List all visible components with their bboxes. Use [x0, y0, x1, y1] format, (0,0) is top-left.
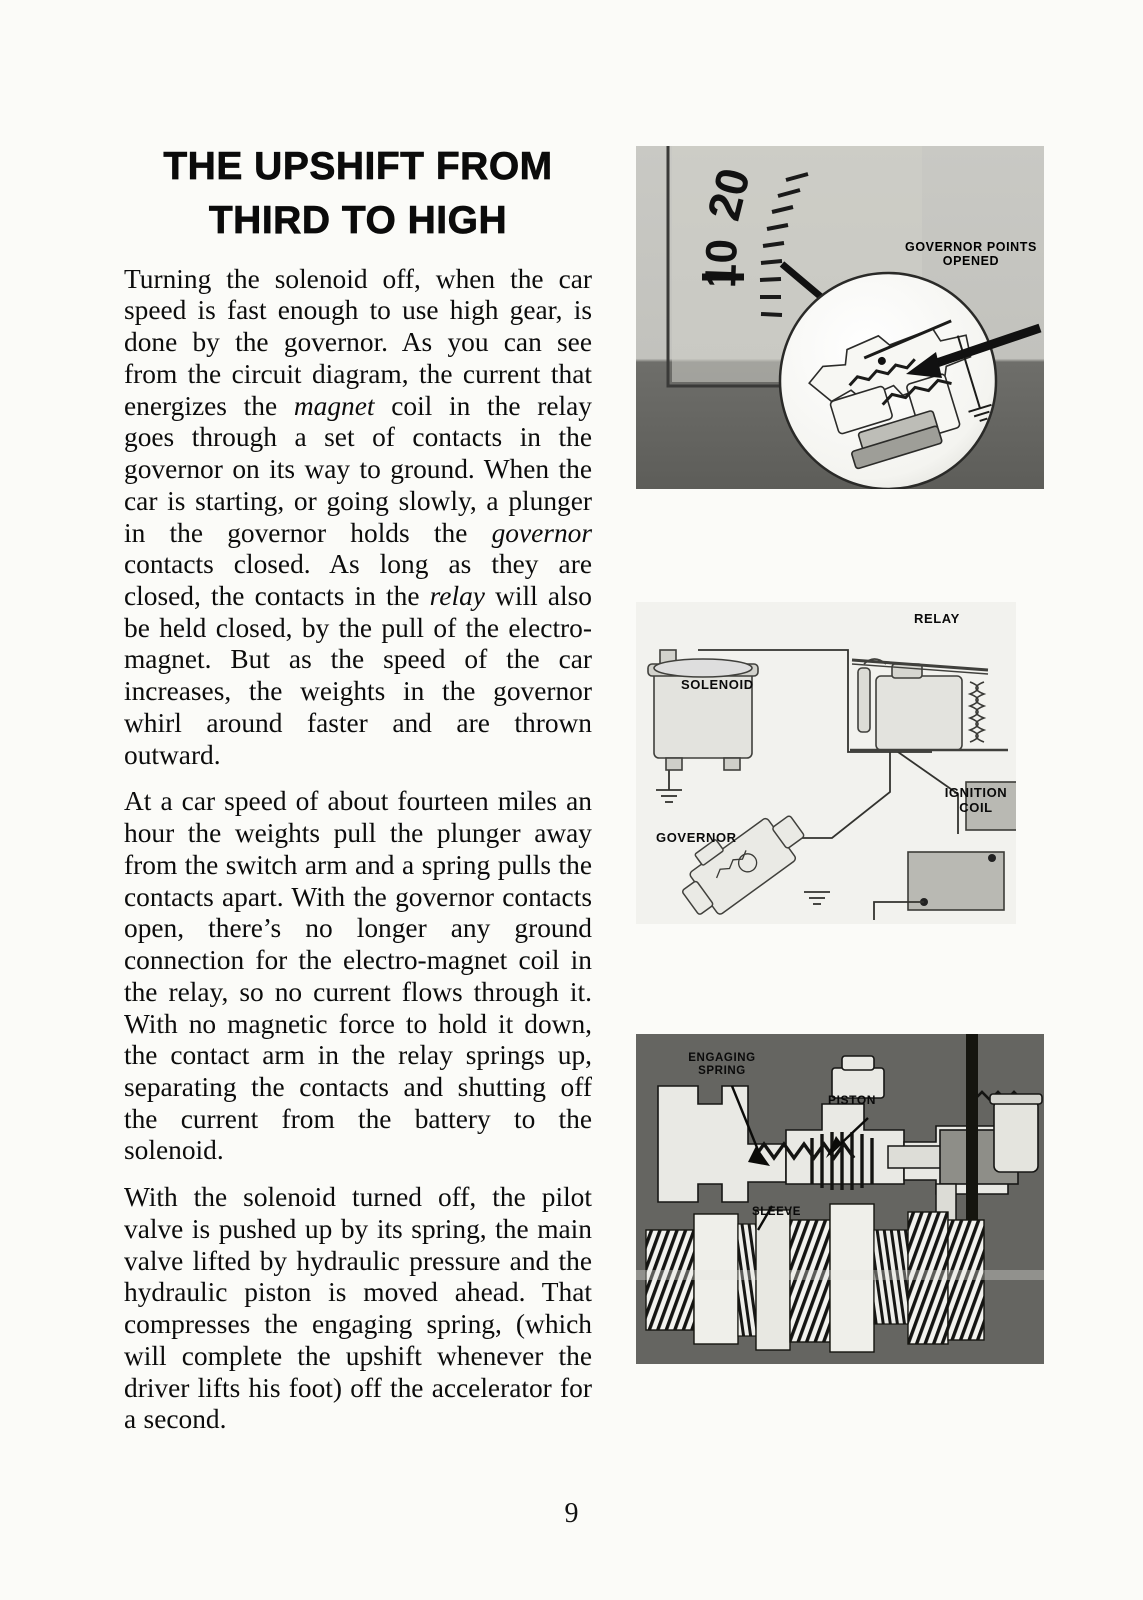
article-text-column: [124, 140, 592, 1436]
body-paragraph: Turning the solenoid off, when the car speed is fast enough to use high gear, is done by the governor. As you can see from the circuit diagram, the current that energizes the magnet coil in the relay goes through a set of contacts in the governor on its way to ground. When the car is starting, or going slowly, a plunger in the governor holds the governor contacts closed. As long as they are closed, the contacts in the relay will also be held closed, by the pull of the electro-magnet. But as the speed of the car increases, the weights in the governor whirl around faster and are thrown outward.: [124, 263, 592, 770]
headline-line-2: THIRD TO HIGH: [208, 198, 508, 242]
body-paragraph: At a car speed of about fourteen miles an hour the weights pull the plunger away from the switch arm and a spring pulls the contacts apart. With the governor contacts open, there’s no longer any ground connection for the electro-magnet coil in the relay, so no current flows through it. With no magnetic force to hold it down, the contact arm in the relay springs up, separating the contacts and shutting off the current from the battery to the solenoid.: [124, 786, 592, 1166]
label-relay: RELAY: [914, 611, 960, 626]
headline-line-1: THE UPSHIFT FROM: [163, 145, 553, 188]
body-paragraph: With the solenoid turned off, the pilot valve is pushed up by its spring, the main valve lifted by hydraulic pressure and the hydraulic piston is moved ahead. That compresses the engaging spring, (which will complete the upshift whenever the driver lifts his foot) off the accelerator for a second.: [124, 1182, 592, 1435]
label-governor-points-opened: GOVERNOR POINTS OPENED: [905, 240, 1037, 268]
label-sleeve: SLEEVE: [752, 1206, 801, 1218]
figure-governor-artwork: [636, 146, 1044, 489]
label-piston: PISTON: [828, 1093, 877, 1107]
page-number: 9: [564, 1498, 579, 1529]
label-ignition-coil: IGNITION COIL: [944, 785, 1008, 815]
speedometer-numeral-20: 20: [697, 163, 760, 226]
ignition-coil-body: [966, 782, 1016, 830]
emphasised-term: magnet: [293, 390, 375, 421]
figure-governor-points: [636, 146, 1044, 489]
label-solenoid: SOLENOID: [681, 677, 754, 692]
label-governor: GOVERNOR: [656, 830, 737, 845]
figure-circuit-artwork: [636, 602, 1016, 924]
emphasised-term: relay: [429, 580, 485, 611]
figure-circuit-diagram: [636, 602, 1016, 924]
figure-cutaway-artwork: [636, 1034, 1044, 1364]
label-engaging-spring: ENGAGING SPRING: [688, 1052, 756, 1077]
figure-transmission-cutaway: [636, 1034, 1044, 1364]
speedometer-numeral-10: 10: [696, 238, 747, 289]
page-title: [124, 140, 592, 248]
emphasised-term: governor: [491, 517, 592, 548]
